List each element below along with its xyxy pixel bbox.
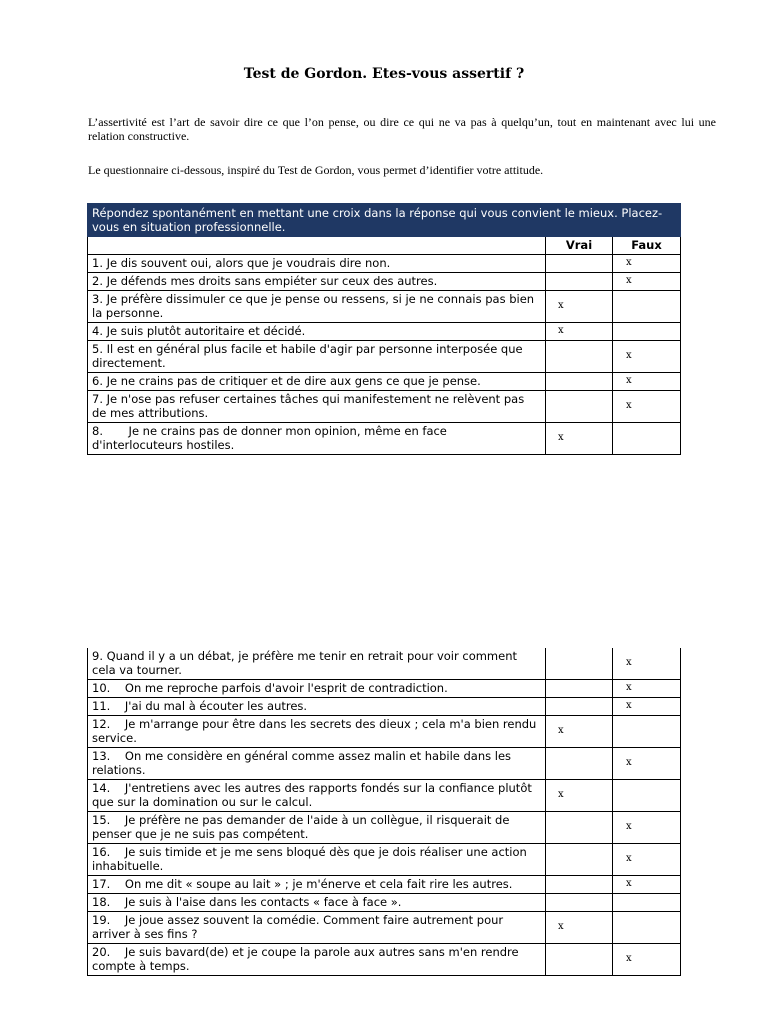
- faux-answer-cell[interactable]: x: [613, 391, 681, 423]
- faux-answer-cell[interactable]: x: [613, 698, 681, 716]
- question-text: 16. Je suis timide et je me sens bloqué dès que je dois réaliser une action inhabituelle.: [88, 844, 546, 876]
- vrai-answer-cell[interactable]: x: [546, 323, 613, 341]
- vrai-answer-cell[interactable]: [546, 894, 613, 912]
- question-row: [88, 423, 681, 455]
- question-row: [88, 373, 681, 391]
- question-text: 7. Je n'ose pas refuser certaines tâches qui manifestement ne relèvent pas de mes attributions.: [88, 391, 546, 423]
- faux-answer-cell[interactable]: [613, 894, 681, 912]
- vrai-answer-cell[interactable]: x: [546, 716, 613, 748]
- question-row: [88, 648, 681, 680]
- vrai-answer-cell[interactable]: [546, 255, 613, 273]
- vrai-answer-cell[interactable]: [546, 844, 613, 876]
- question-row: [88, 876, 681, 894]
- vrai-answer-cell[interactable]: x: [546, 780, 613, 812]
- vrai-answer-cell[interactable]: x: [546, 291, 613, 323]
- question-text: 8. Je ne crains pas de donner mon opinion, même en face d'interlocuteurs hostiles.: [88, 423, 546, 455]
- question-text: 19. Je joue assez souvent la comédie. Comment faire autrement pour arriver à ses fins ?: [88, 912, 546, 944]
- questionnaire-table-page-2: [87, 648, 681, 976]
- faux-answer-cell[interactable]: [613, 716, 681, 748]
- vrai-answer-cell[interactable]: x: [546, 912, 613, 944]
- question-text: 1. Je dis souvent oui, alors que je voudrais dire non.: [88, 255, 546, 273]
- vrai-answer-cell[interactable]: [546, 944, 613, 976]
- faux-answer-cell[interactable]: [613, 912, 681, 944]
- vrai-answer-cell[interactable]: [546, 876, 613, 894]
- faux-answer-cell[interactable]: x: [613, 680, 681, 698]
- question-text: 18. Je suis à l'aise dans les contacts « face à face ».: [88, 894, 546, 912]
- faux-answer-cell[interactable]: x: [613, 255, 681, 273]
- vrai-answer-cell[interactable]: [546, 698, 613, 716]
- vrai-column-header: Vrai: [546, 237, 613, 255]
- faux-answer-cell[interactable]: x: [613, 748, 681, 780]
- vrai-answer-cell[interactable]: [546, 648, 613, 680]
- question-text: 14. J'entretiens avec les autres des rapports fondés sur la confiance plutôt que sur la domination ou sur le calcul.: [88, 780, 546, 812]
- vrai-answer-cell[interactable]: [546, 748, 613, 780]
- question-row: [88, 912, 681, 944]
- vrai-answer-cell[interactable]: [546, 273, 613, 291]
- question-row: [88, 844, 681, 876]
- question-row: [88, 812, 681, 844]
- intro-paragraph: L’assertivité est l’art de savoir dire ce que l’on pense, ou dire ce qui ne va pas à quelqu’un, tout en maintenant avec lui une relation constructive.: [88, 115, 716, 143]
- question-column-header: [88, 237, 546, 255]
- vrai-answer-cell[interactable]: [546, 373, 613, 391]
- question-text: 20. Je suis bavard(de) et je coupe la parole aux autres sans m'en rendre compte à temps.: [88, 944, 546, 976]
- question-text: 4. Je suis plutôt autoritaire et décidé.: [88, 323, 546, 341]
- faux-answer-cell[interactable]: x: [613, 648, 681, 680]
- page-title: Test de Gordon. Etes-vous assertif ?: [243, 66, 525, 82]
- instruction-row: [88, 204, 681, 237]
- question-text: 13. On me considère en général comme assez malin et habile dans les relations.: [88, 748, 546, 780]
- question-text: 17. On me dit « soupe au lait » ; je m'énerve et cela fait rire les autres.: [88, 876, 546, 894]
- faux-answer-cell[interactable]: [613, 423, 681, 455]
- faux-column-header: Faux: [613, 237, 681, 255]
- column-header-row: [88, 237, 681, 255]
- question-text: 2. Je défends mes droits sans empiéter sur ceux des autres.: [88, 273, 546, 291]
- faux-answer-cell[interactable]: [613, 291, 681, 323]
- question-text: 10. On me reproche parfois d'avoir l'esprit de contradiction.: [88, 680, 546, 698]
- vrai-answer-cell[interactable]: [546, 391, 613, 423]
- questionnaire-table-page-1: [87, 203, 681, 455]
- vrai-answer-cell[interactable]: [546, 812, 613, 844]
- question-text: 5. Il est en général plus facile et habile d'agir par personne interposée que directement.: [88, 341, 546, 373]
- question-row: [88, 698, 681, 716]
- question-row: [88, 748, 681, 780]
- faux-answer-cell[interactable]: x: [613, 373, 681, 391]
- question-row: [88, 680, 681, 698]
- question-row: [88, 716, 681, 748]
- faux-answer-cell[interactable]: x: [613, 273, 681, 291]
- instruction-text: Répondez spontanément en mettant une croix dans la réponse qui vous convient le mieux. Placez-vous en situation professionnelle.: [88, 204, 681, 237]
- question-row: [88, 894, 681, 912]
- question-row: [88, 323, 681, 341]
- description-paragraph: Le questionnaire ci-dessous, inspiré du Test de Gordon, vous permet d’identifier votre attitude.: [88, 163, 544, 177]
- question-row: [88, 273, 681, 291]
- faux-answer-cell[interactable]: x: [613, 341, 681, 373]
- faux-answer-cell[interactable]: x: [613, 944, 681, 976]
- faux-answer-cell[interactable]: x: [613, 876, 681, 894]
- question-row: [88, 944, 681, 976]
- faux-answer-cell[interactable]: x: [613, 844, 681, 876]
- question-text: 12. Je m'arrange pour être dans les secrets des dieux ; cela m'a bien rendu service.: [88, 716, 546, 748]
- question-row: [88, 291, 681, 323]
- faux-answer-cell[interactable]: x: [613, 812, 681, 844]
- question-row: [88, 391, 681, 423]
- vrai-answer-cell[interactable]: [546, 341, 613, 373]
- question-text: 15. Je préfère ne pas demander de l'aide à un collègue, il risquerait de penser que je ne suis pas compétent.: [88, 812, 546, 844]
- vrai-answer-cell[interactable]: [546, 680, 613, 698]
- question-text: 11. J'ai du mal à écouter les autres.: [88, 698, 546, 716]
- question-text: 6. Je ne crains pas de critiquer et de dire aux gens ce que je pense.: [88, 373, 546, 391]
- question-row: [88, 255, 681, 273]
- question-row: [88, 341, 681, 373]
- question-text: 3. Je préfère dissimuler ce que je pense ou ressens, si je ne connais pas bien la personne.: [88, 291, 546, 323]
- vrai-answer-cell[interactable]: x: [546, 423, 613, 455]
- question-text: 9. Quand il y a un débat, je préfère me tenir en retrait pour voir comment cela va tourner.: [88, 648, 546, 680]
- faux-answer-cell[interactable]: [613, 323, 681, 341]
- question-row: [88, 780, 681, 812]
- faux-answer-cell[interactable]: [613, 780, 681, 812]
